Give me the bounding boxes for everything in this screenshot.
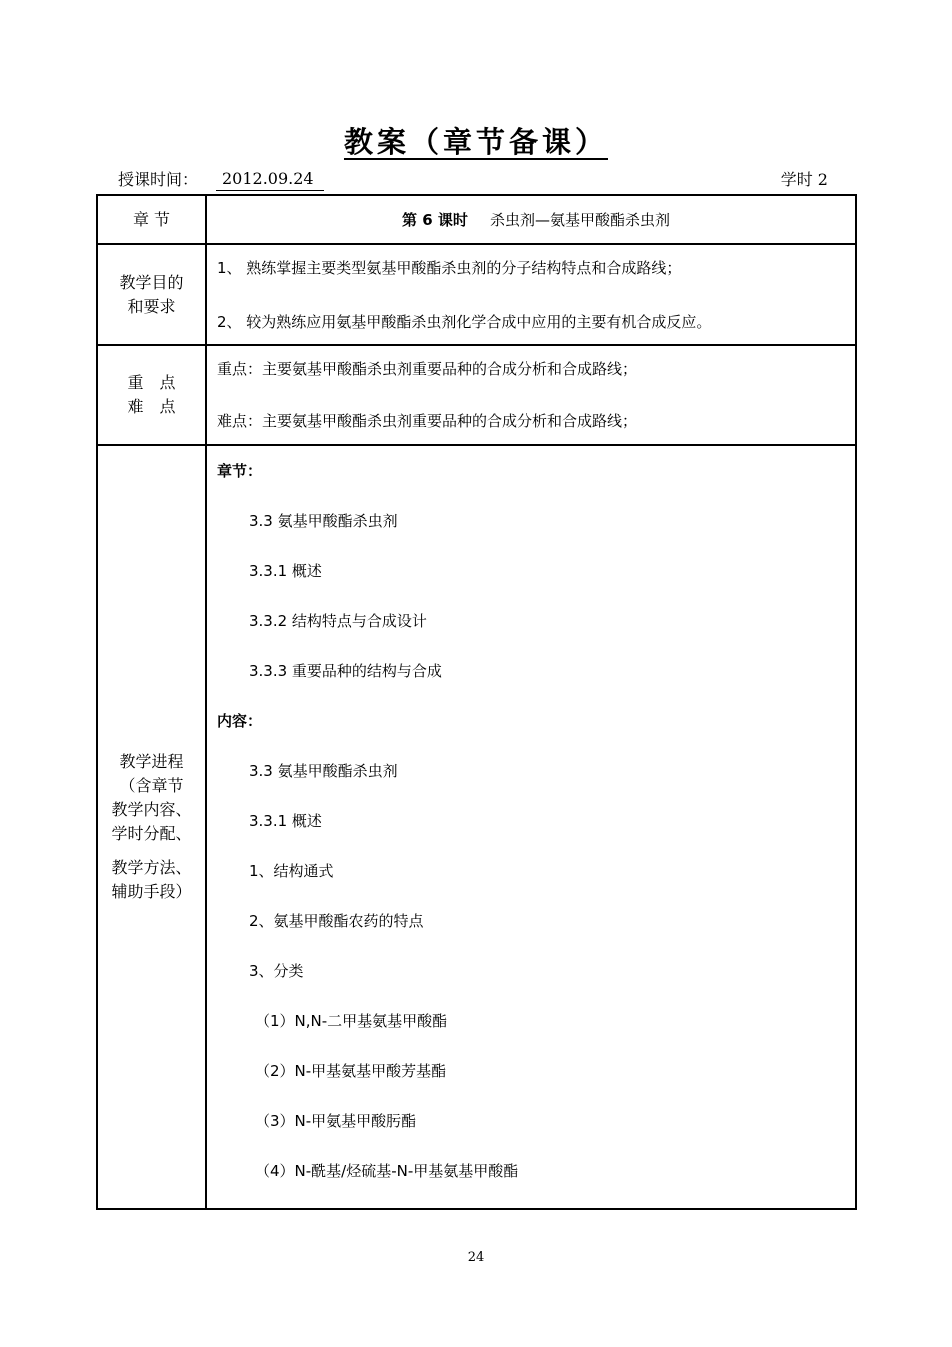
- chapter-line: [217, 209, 855, 230]
- section-item: 3.3.3 重要品种的结构与合成: [249, 662, 442, 680]
- content-list: [217, 446, 855, 1208]
- process-label-cell: [97, 445, 206, 1209]
- objectives-label-line1: 教学目的: [119, 272, 184, 292]
- lesson-topic: 杀虫剂—氨基甲酸酯杀虫剂: [489, 211, 670, 229]
- key-points-label-cell: [97, 345, 206, 445]
- objective-item: 1、 熟练掌握主要类型氨基甲酸酯杀虫剂的分子结构特点和合成路线；: [217, 258, 682, 277]
- key-point-item: 重点：主要氨基甲酸酯杀虫剂重要品种的合成分析和合成路线；: [217, 360, 638, 378]
- subcontent-item: （1）N,N-二甲基氨基甲酸酯: [255, 1012, 448, 1030]
- process-label-group2: [98, 856, 205, 904]
- lesson-number: 第 6 课时: [402, 211, 468, 229]
- section-item: 3.3 氨基甲酸酯杀虫剂: [249, 512, 398, 530]
- content-item: 2、氨基甲酸酯农药的特点: [249, 912, 424, 930]
- meta-row: [118, 168, 828, 192]
- key-points-label-line1: 重 点: [127, 373, 176, 392]
- subcontent-item: （4）N-酰基/烃硫基-N-甲基氨基甲酸酯: [255, 1162, 519, 1180]
- content-item: 3、分类: [249, 962, 304, 980]
- process-label-line: 辅助手段）: [111, 882, 192, 901]
- hours-label: 学时 2: [780, 170, 828, 189]
- objectives-value-cell: [206, 244, 856, 345]
- subcontent-item: （3）N-甲氨基甲酸肟酯: [255, 1112, 417, 1130]
- objectives-label-cell: [97, 244, 206, 345]
- process-label-line: （含章节: [119, 776, 184, 795]
- objectives-row: [97, 244, 856, 345]
- process-label-line: 教学方法、: [111, 858, 192, 877]
- subcontent-item: （2）N-甲基氨基甲酸芳基酯: [255, 1062, 447, 1080]
- date-label: 授课时间：: [118, 170, 199, 189]
- page-number: 24: [467, 1250, 485, 1265]
- chapter-row: [97, 195, 856, 244]
- date-value: 2012.09.24: [216, 168, 324, 191]
- process-label-line: 教学内容、: [111, 800, 192, 819]
- process-label-line: 学时分配、: [111, 824, 192, 843]
- process-row: [97, 445, 856, 1209]
- document-title: [0, 122, 952, 162]
- key-points-value-cell: [206, 345, 856, 445]
- sections-heading: 章节：: [217, 462, 263, 480]
- objective-item: 2、 较为熟练应用氨基甲酸酯杀虫剂化学合成中应用的主要有机合成反应。: [217, 312, 712, 331]
- lesson-table: [96, 194, 857, 1210]
- key-points-row: [97, 345, 856, 445]
- objectives-label-line2: 和要求: [127, 296, 176, 316]
- content-heading: 内容：: [217, 712, 263, 730]
- process-value-cell: [206, 445, 856, 1209]
- key-points-label-line2: 难 点: [127, 397, 176, 416]
- difficult-point-item: 难点：主要氨基甲酸酯杀虫剂重要品种的合成分析和合成路线；: [217, 412, 638, 430]
- content-item: 3.3 氨基甲酸酯杀虫剂: [249, 762, 398, 780]
- section-item: 3.3.1 概述: [249, 562, 322, 580]
- content-item: 3.3.1 概述: [249, 812, 322, 830]
- chapter-value-cell: [206, 195, 856, 244]
- section-item: 3.3.2 结构特点与合成设计: [249, 612, 427, 630]
- content-item: 1、结构通式: [249, 862, 334, 880]
- chapter-label: 章 节: [97, 195, 206, 244]
- document-title-text: 教案（章节备课）: [343, 125, 608, 159]
- process-label-line: 教学进程: [119, 752, 184, 771]
